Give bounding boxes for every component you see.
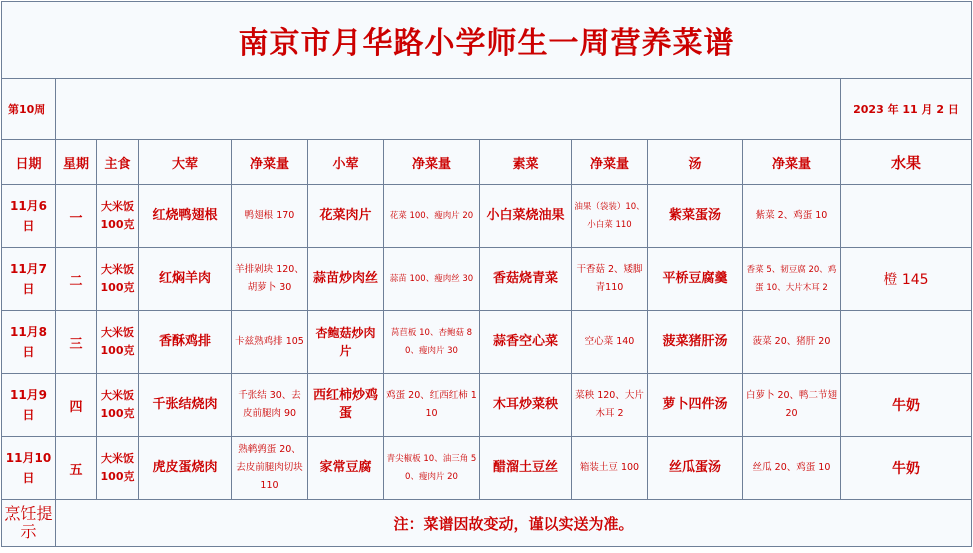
table-row xyxy=(2,437,972,500)
cell-soup-amount: 紫菜 2、鸡蛋 10 xyxy=(743,185,841,248)
cell-main-amount: 熟鹌鹑蛋 20、去皮前腿肉切块 110 xyxy=(232,437,308,500)
menu-table xyxy=(1,1,972,547)
cell-staple: 大米饭100克 xyxy=(97,311,139,374)
cell-weekday: 二 xyxy=(56,248,97,311)
header-veg-amount: 净菜量 xyxy=(572,140,648,185)
cell-staple: 大米饭100克 xyxy=(97,437,139,500)
header-weekday: 星期 xyxy=(56,140,97,185)
cell-soup: 萝卜四件汤 xyxy=(648,374,743,437)
cell-side-amount: 莴苣板 10、杏鲍菇 80、瘦肉片 30 xyxy=(384,311,480,374)
cell-main-amount: 羊排剁块 120、胡萝卜 30 xyxy=(232,248,308,311)
cell-weekday: 三 xyxy=(56,311,97,374)
header-staple: 主食 xyxy=(97,140,139,185)
cell-main-amount: 鸭翅根 170 xyxy=(232,185,308,248)
cell-main-dish: 虎皮蛋烧肉 xyxy=(139,437,232,500)
header-date: 日期 xyxy=(2,140,56,185)
cell-main-dish: 红烧鸭翅根 xyxy=(139,185,232,248)
date-label: 2023 年 11 月 2 日 xyxy=(841,79,972,140)
cell-soup-amount: 白萝卜 20、鸭二节翅 20 xyxy=(743,374,841,437)
cell-weekday: 五 xyxy=(56,437,97,500)
cell-veg-dish: 小白菜烧油果 xyxy=(480,185,572,248)
cell-fruit xyxy=(841,311,972,374)
cell-side-dish: 西红柿炒鸡蛋 xyxy=(308,374,384,437)
table-row xyxy=(2,374,972,437)
header-main-dish: 大荤 xyxy=(139,140,232,185)
cell-soup: 丝瓜蛋汤 xyxy=(648,437,743,500)
cell-side-amount: 花菜 100、瘦肉片 20 xyxy=(384,185,480,248)
table-row xyxy=(2,248,972,311)
cell-veg-amount: 油果（袋装）10、小白菜 110 xyxy=(572,185,648,248)
table-row xyxy=(2,311,972,374)
cell-main-amount: 千张结 30、去皮前腿肉 90 xyxy=(232,374,308,437)
cell-soup: 平桥豆腐羹 xyxy=(648,248,743,311)
cell-soup-amount: 菠菜 20、猪肝 20 xyxy=(743,311,841,374)
cell-fruit: 牛奶 xyxy=(841,374,972,437)
header-side-amount: 净菜量 xyxy=(384,140,480,185)
header-soup-amount: 净菜量 xyxy=(743,140,841,185)
cell-side-amount: 蒜苗 100、瘦肉丝 30 xyxy=(384,248,480,311)
header-fruit: 水果 xyxy=(841,140,972,185)
header-main-amount: 净菜量 xyxy=(232,140,308,185)
cell-weekday: 一 xyxy=(56,185,97,248)
cell-soup-amount: 香菜 5、韧豆腐 20、鸡蛋 10、大片木耳 2 xyxy=(743,248,841,311)
cell-veg-amount: 干香菇 2、矮脚青110 xyxy=(572,248,648,311)
cell-veg-dish: 木耳炒菜秧 xyxy=(480,374,572,437)
cell-side-dish: 蒜苗炒肉丝 xyxy=(308,248,384,311)
info-spacer xyxy=(56,79,841,140)
page-title: 南京市月华路小学师生一周营养菜谱 xyxy=(2,2,972,79)
cell-staple: 大米饭100克 xyxy=(97,248,139,311)
cell-soup: 菠菜猪肝汤 xyxy=(648,311,743,374)
cell-date: 11月9日 xyxy=(2,374,56,437)
cooking-tip-note: 注：菜谱因故变动，谨以实送为准。 xyxy=(56,500,972,547)
cell-side-dish: 家常豆腐 xyxy=(308,437,384,500)
week-label: 第10周 xyxy=(2,79,56,140)
cooking-tip-label: 烹饪提示 xyxy=(2,500,56,547)
cell-main-dish: 红焖羊肉 xyxy=(139,248,232,311)
cell-veg-dish: 醋溜土豆丝 xyxy=(480,437,572,500)
cell-veg-dish: 香菇烧青菜 xyxy=(480,248,572,311)
cell-fruit: 牛奶 xyxy=(841,437,972,500)
cell-main-dish: 香酥鸡排 xyxy=(139,311,232,374)
cell-veg-amount: 箱装土豆 100 xyxy=(572,437,648,500)
header-row xyxy=(2,140,972,185)
cell-fruit: 橙 145 xyxy=(841,248,972,311)
cell-fruit xyxy=(841,185,972,248)
cell-main-amount: 卡兹熟鸡排 105 xyxy=(232,311,308,374)
cell-veg-amount: 空心菜 140 xyxy=(572,311,648,374)
header-side-dish: 小荤 xyxy=(308,140,384,185)
cell-side-dish: 杏鲍菇炒肉片 xyxy=(308,311,384,374)
cell-date: 11月6日 xyxy=(2,185,56,248)
cell-weekday: 四 xyxy=(56,374,97,437)
footer-row xyxy=(2,500,972,547)
cell-staple: 大米饭100克 xyxy=(97,374,139,437)
header-veg-dish: 素菜 xyxy=(480,140,572,185)
cell-main-dish: 千张结烧肉 xyxy=(139,374,232,437)
cell-side-dish: 花菜肉片 xyxy=(308,185,384,248)
header-soup: 汤 xyxy=(648,140,743,185)
cell-veg-dish: 蒜香空心菜 xyxy=(480,311,572,374)
cell-soup-amount: 丝瓜 20、鸡蛋 10 xyxy=(743,437,841,500)
cell-soup: 紫菜蛋汤 xyxy=(648,185,743,248)
cell-side-amount: 鸡蛋 20、红西红柿 110 xyxy=(384,374,480,437)
cell-side-amount: 青尖椒板 10、油三角 50、瘦肉片 20 xyxy=(384,437,480,500)
cell-staple: 大米饭100克 xyxy=(97,185,139,248)
cell-date: 11月8日 xyxy=(2,311,56,374)
cell-date: 11月7日 xyxy=(2,248,56,311)
table-row xyxy=(2,185,972,248)
cell-veg-amount: 菜秧 120、大片木耳 2 xyxy=(572,374,648,437)
cell-date: 11月10日 xyxy=(2,437,56,500)
